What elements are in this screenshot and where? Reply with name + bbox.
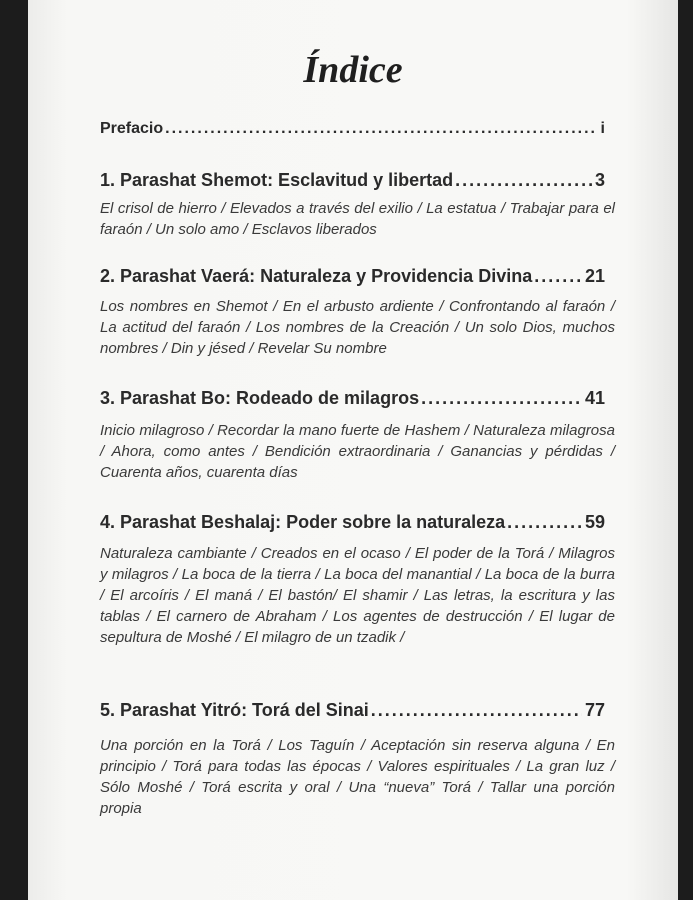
dot-leader	[455, 170, 592, 191]
toc-entry-chapter-4	[100, 512, 605, 533]
toc-entry-label: 4. Parashat Beshalaj: Poder sobre la naturaleza	[100, 512, 506, 532]
dot-leader	[371, 700, 582, 721]
toc-page-number: 77	[584, 700, 605, 720]
toc-entry-chapter-5	[100, 700, 605, 721]
toc-entry-chapter-1	[100, 170, 605, 191]
toc-page-number: 41	[584, 388, 605, 408]
page-title: Índice	[303, 49, 403, 91]
book-page	[28, 0, 678, 900]
toc-page-number: 59	[584, 512, 605, 532]
toc-entry-label: 2. Parashat Vaerá: Naturaleza y Providencia Divina	[100, 266, 533, 286]
toc-page-number: i	[600, 120, 605, 137]
toc-entry-label: 3. Parashat Bo: Rodeado de milagros	[100, 388, 420, 408]
toc-chapter-topics: Naturaleza cambiante / Creados en el ocaso / El poder de la Torá / Milagros y milagros / La boca de la tierra / La boca del manantial / La boca de la burra / El arcoíris / El maná / El bastón/ El shamir / Las letras, la escritura y las tablas / El carnero de Abraham / Los agentes de destrucción / El lugar de sepultura de Moshé / El milagro de un tzadik /	[100, 545, 615, 646]
toc-chapter-topics: Una porción en la Torá / Los Taguín / Aceptación sin reserva alguna / En principio / Torá para todas las épocas / Valores espirituales / La gran luz / Sólo Moshé / Torá escrita y oral / Una “nueva” Torá / Tallar una porción propia	[100, 737, 615, 817]
toc-chapter-topics: Inicio milagroso / Recordar la mano fuerte de Hashem / Naturaleza milagrosa / Ahora, como antes / Bendición extraordinaria / Ganancias y pérdidas / Cuarenta años, cuarenta días	[100, 422, 615, 481]
toc-page-number: 21	[584, 266, 605, 286]
toc-entry-label: Prefacio	[100, 120, 164, 137]
toc-chapter-topics: El crisol de hierro / Elevados a través del exilio / La estatua / Trabajar para el faraón / Un solo amo / Esclavos liberados	[100, 200, 615, 238]
toc-chapter-topics: Los nombres en Shemot / En el arbusto ardiente / Confrontando al faraón / La actitud del faraón / Los nombres de la Creación / Un solo Dios, muchos nombres / Din y jésed / Revelar Su nombre	[100, 298, 615, 357]
toc-page-number: 3	[594, 170, 605, 190]
dot-leader	[534, 266, 582, 287]
dot-leader	[421, 388, 582, 409]
toc-entry-chapter-2	[100, 266, 605, 287]
dot-leader	[507, 512, 582, 533]
toc-entry-prefacio	[100, 120, 605, 138]
toc-entry-chapter-3	[100, 388, 605, 409]
toc-entry-label: 5. Parashat Yitró: Torá del Sinai	[100, 700, 369, 720]
toc-entry-label: 1. Parashat Shemot: Esclavitud y libertad	[100, 170, 454, 190]
dot-leader	[165, 120, 597, 138]
